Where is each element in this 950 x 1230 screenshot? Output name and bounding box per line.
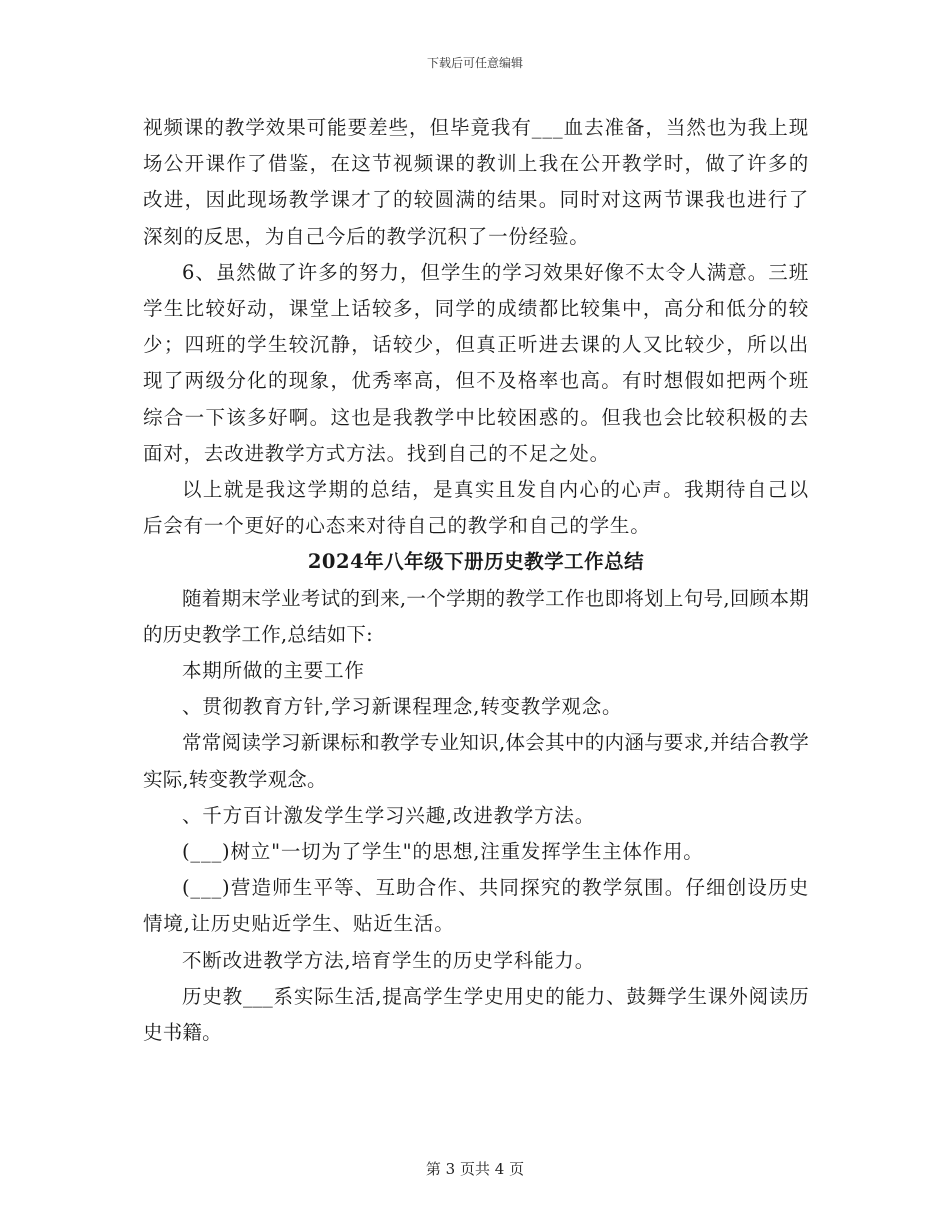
paragraph-3: 以上就是我这学期的总结，是真实且发自内心的心声。我期待自己以后会有一个更好的心态来对待自己的教学和自己的学生。 bbox=[143, 478, 809, 538]
paragraph-4: 随着期末学业考试的到来,一个学期的教学工作也即将划上句号,回顾本期的历史教学工作,总结如下: bbox=[143, 586, 809, 646]
document-body bbox=[143, 110, 809, 1051]
paragraph-5: 本期所做的主要工作 bbox=[182, 659, 365, 683]
page-header-note: 下载后可任意编辑 bbox=[426, 56, 523, 70]
section-title: 2024年八年级下册历史教学工作总结 bbox=[307, 550, 645, 574]
paragraph-10: (___)营造师生平等、互助合作、共同探究的教学氛围。仔细创设历史情境,让历史贴近学生、贴近生活。 bbox=[143, 876, 809, 936]
paragraph-7: 常常阅读学习新课标和教学专业知识,体会其中的内涵与要求,并结合教学实际,转变教学观念。 bbox=[143, 731, 809, 791]
paragraph-6: 、贯彻教育方针,学习新课程理念,转变教学观念。 bbox=[182, 695, 623, 719]
paragraph-9: (___)树立"一切为了学生"的思想,注重发挥学生主体作用。 bbox=[182, 840, 704, 864]
paragraph-8: 、千方百计激发学生学习兴趣,改进教学方法。 bbox=[182, 803, 595, 827]
paragraph-12: 历史教___系实际生活,提高学生学史用史的能力、鼓舞学生课外阅读历史书籍。 bbox=[143, 984, 809, 1045]
paragraph-11: 不断改进教学方法,培育学生的历史学科能力。 bbox=[182, 948, 595, 972]
paragraph-2: 6、虽然做了许多的努力，但学生的学习效果好像不太令人满意。三班学生比较好动，课堂上话较多，同学的成绩都比较集中，高分和低分的较少；四班的学生较沉静，话较少，但真正听进去课的人又比较少，所以出现了两级分化的现象，优秀率高，但不及格率也高。有时想假如把两个班综合一下该多好啊。这也是我教学中比较困惑的。但我也会比较积极的去面对，去改进教学方式方法。找到自己的不足之处。 bbox=[143, 260, 809, 465]
page-number: 第 3 页共 4 页 bbox=[425, 1160, 525, 1178]
paragraph-1: 视频课的教学效果可能要差些，但毕竟我有___血去准备，当然也为我上现场公开课作了借鉴，在这节视频课的教训上我在公开教学时，做了许多的改进，因此现场教学课才了的较圆满的结果。同时对这两节课我也进行了深刻的反思，为自己今后的教学沉积了一份经验。 bbox=[143, 116, 809, 248]
